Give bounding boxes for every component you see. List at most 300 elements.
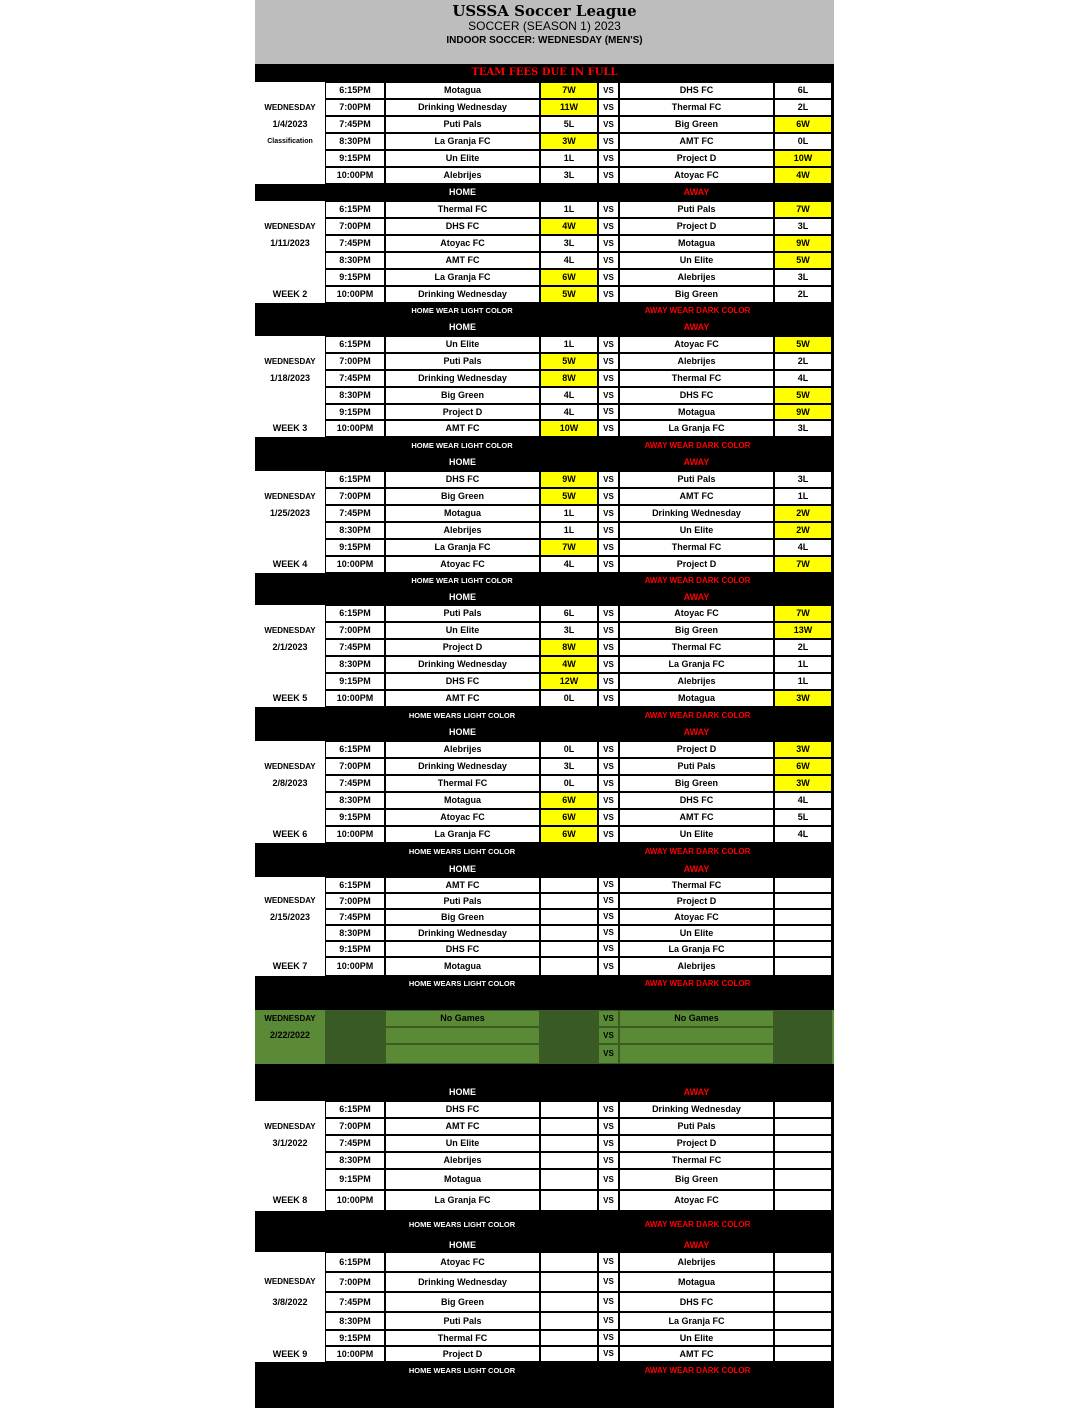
away-score: 5L <box>774 809 832 826</box>
game-row <box>255 673 834 690</box>
away-score: 2L <box>774 639 832 656</box>
away-team: Alebrijes <box>619 353 774 370</box>
week-day: WEDNESDAY <box>264 1277 316 1286</box>
home-score <box>540 877 598 893</box>
home-team: Alebrijes <box>385 522 540 539</box>
game-time: 6:15PM <box>325 741 385 758</box>
home-away-header <box>255 1084 834 1101</box>
home-team: Big Green <box>385 387 540 404</box>
away-score: 0L <box>774 133 832 150</box>
home-team: Puti Pals <box>385 353 540 370</box>
vs-label: VS <box>598 218 619 235</box>
week-date: 1/25/2023 <box>269 508 311 518</box>
home-no-games: No Games <box>385 1010 540 1027</box>
game-row <box>255 893 834 909</box>
home-no-games <box>385 1027 540 1044</box>
away-uniform-note: AWAY WEAR DARK COLOR <box>644 1220 751 1229</box>
home-score: 4W <box>540 656 598 673</box>
game-row <box>255 488 834 505</box>
home-uniform-note: HOME WEAR LIGHT COLOR <box>411 306 513 315</box>
away-team: Big Green <box>619 622 774 639</box>
home-team: Un Elite <box>385 150 540 167</box>
game-row <box>255 1169 834 1190</box>
vs-label: VS <box>598 656 619 673</box>
away-team: Atoyac FC <box>619 1190 774 1211</box>
away-column-heading: AWAY <box>683 322 710 332</box>
game-time: 6:15PM <box>325 471 385 488</box>
home-team: La Granja FC <box>385 133 540 150</box>
week-label: WEEK 6 <box>272 829 308 839</box>
week-label: WEEK 4 <box>272 559 308 569</box>
home-score: 7W <box>540 82 598 99</box>
home-uniform-note: HOME WEAR LIGHT COLOR <box>411 576 513 585</box>
game-row <box>255 218 834 235</box>
game-time: 7:00PM <box>325 1272 385 1292</box>
home-score: 10W <box>540 420 598 437</box>
home-uniform-note: HOME WEARS LIGHT COLOR <box>408 847 516 856</box>
home-column-heading: HOME <box>449 727 476 737</box>
home-score: 4W <box>540 218 598 235</box>
away-score <box>774 1292 832 1312</box>
vs-label: VS <box>598 336 619 353</box>
game-time: 7:45PM <box>325 1292 385 1312</box>
game-time: 6:15PM <box>325 1252 385 1272</box>
vs-label: VS <box>598 201 619 218</box>
game-time: 7:45PM <box>325 1135 385 1152</box>
vs-label: VS <box>598 82 619 99</box>
home-score: 3L <box>540 622 598 639</box>
home-score <box>540 941 598 957</box>
game-time: 7:45PM <box>325 775 385 792</box>
game-time: 7:45PM <box>325 909 385 925</box>
game-row <box>255 201 834 218</box>
game-time: 7:00PM <box>325 99 385 116</box>
game-row <box>255 775 834 792</box>
week-label: WEEK 9 <box>272 1349 308 1359</box>
away-team: Motagua <box>619 404 774 420</box>
home-score <box>540 1292 598 1312</box>
home-team: Drinking Wednesday <box>385 370 540 387</box>
home-team: Alebrijes <box>385 167 540 184</box>
away-column-heading: AWAY <box>683 727 710 737</box>
vs-label: VS <box>598 556 619 573</box>
vs-label: VS <box>598 286 619 303</box>
game-row <box>255 387 834 404</box>
game-row <box>255 505 834 522</box>
spacer <box>255 992 834 1010</box>
break-row <box>255 1027 834 1044</box>
game-row <box>255 1292 834 1312</box>
game-time: 10:00PM <box>325 826 385 843</box>
game-row <box>255 82 834 99</box>
game-row <box>255 471 834 488</box>
game-row <box>255 809 834 826</box>
away-score: 10W <box>774 150 832 167</box>
week-date: 3/8/2022 <box>272 1297 308 1307</box>
away-score <box>774 1312 832 1330</box>
vs-label: VS <box>598 370 619 387</box>
away-score: 2L <box>774 99 832 116</box>
vs-label: VS <box>598 269 619 286</box>
game-row <box>255 286 834 303</box>
break-row <box>255 1044 834 1064</box>
home-column-heading: HOME <box>449 864 476 874</box>
game-time: 6:15PM <box>325 201 385 218</box>
week-day: WEDNESDAY <box>264 1122 316 1131</box>
away-team: La Granja FC <box>619 656 774 673</box>
game-time: 7:00PM <box>325 1118 385 1135</box>
home-score: 7W <box>540 539 598 556</box>
away-team: Big Green <box>619 116 774 133</box>
home-score <box>540 909 598 925</box>
away-team: Motagua <box>619 690 774 707</box>
away-score <box>774 1272 832 1292</box>
game-row <box>255 1272 834 1292</box>
game-row <box>255 622 834 639</box>
away-score: 7W <box>774 605 832 622</box>
schedule-header <box>255 0 834 64</box>
game-row <box>255 1312 834 1330</box>
away-column-heading: AWAY <box>683 1240 710 1250</box>
away-column-heading: AWAY <box>683 592 710 602</box>
away-score <box>774 893 832 909</box>
game-row <box>255 99 834 116</box>
week-day: WEDNESDAY <box>264 357 316 366</box>
game-time: 8:30PM <box>325 1152 385 1169</box>
week-label: Classification <box>267 138 313 145</box>
uniform-color-note <box>255 303 834 319</box>
game-time: 6:15PM <box>325 336 385 353</box>
home-team: Thermal FC <box>385 775 540 792</box>
vs-label: VS <box>598 1272 619 1292</box>
home-team: Drinking Wednesday <box>385 758 540 775</box>
away-score: 3W <box>774 690 832 707</box>
break-date: 2/22/2022 <box>269 1030 311 1040</box>
away-team: Atoyac FC <box>619 605 774 622</box>
vs-label: VS <box>598 387 619 404</box>
vs-label: VS <box>598 522 619 539</box>
week-label: WEEK 5 <box>272 693 308 703</box>
away-score: 6W <box>774 758 832 775</box>
away-score: 1L <box>774 673 832 690</box>
away-score: 1L <box>774 656 832 673</box>
game-time: 8:30PM <box>325 252 385 269</box>
game-time: 9:15PM <box>325 269 385 286</box>
away-score <box>774 1190 832 1211</box>
vs-label: VS <box>598 1027 619 1044</box>
vs-label: VS <box>598 488 619 505</box>
away-score: 13W <box>774 622 832 639</box>
away-uniform-note: AWAY WEAR DARK COLOR <box>644 576 751 585</box>
empty-time <box>325 1010 385 1027</box>
home-score: 12W <box>540 673 598 690</box>
away-score: 6W <box>774 116 832 133</box>
away-team: Un Elite <box>619 252 774 269</box>
home-uniform-note: HOME WEAR LIGHT COLOR <box>411 441 513 450</box>
away-team: Thermal FC <box>619 639 774 656</box>
home-team: Big Green <box>385 1292 540 1312</box>
away-team: Project D <box>619 893 774 909</box>
home-team: DHS FC <box>385 1101 540 1118</box>
home-score <box>540 1169 598 1190</box>
away-team: Project D <box>619 218 774 235</box>
home-away-header <box>255 861 834 877</box>
week-label: WEEK 3 <box>272 423 308 433</box>
home-team: Thermal FC <box>385 201 540 218</box>
home-team: Atoyac FC <box>385 235 540 252</box>
home-score: 1L <box>540 505 598 522</box>
home-score: 1L <box>540 336 598 353</box>
away-no-games <box>619 1044 774 1064</box>
home-score: 5W <box>540 286 598 303</box>
week-label: WEEK 7 <box>272 961 308 971</box>
away-uniform-note: AWAY WEAR DARK COLOR <box>644 441 751 450</box>
home-score: 6L <box>540 605 598 622</box>
away-team: DHS FC <box>619 82 774 99</box>
away-score <box>774 877 832 893</box>
away-team: Big Green <box>619 286 774 303</box>
uniform-color-note <box>255 573 834 589</box>
empty-time <box>325 1044 385 1064</box>
vs-label: VS <box>598 690 619 707</box>
vs-label: VS <box>598 167 619 184</box>
game-time: 10:00PM <box>325 420 385 437</box>
home-away-header <box>255 724 834 741</box>
home-team: Drinking Wednesday <box>385 656 540 673</box>
empty-score <box>774 1010 832 1027</box>
game-time: 7:00PM <box>325 622 385 639</box>
uniform-color-note <box>255 1362 834 1380</box>
away-team: Un Elite <box>619 826 774 843</box>
empty-score <box>540 1027 598 1044</box>
home-team: Un Elite <box>385 1135 540 1152</box>
vs-label: VS <box>598 1190 619 1211</box>
away-team: AMT FC <box>619 133 774 150</box>
game-row <box>255 1152 834 1169</box>
away-team: Puti Pals <box>619 1118 774 1135</box>
vs-label: VS <box>598 539 619 556</box>
empty-time <box>325 1027 385 1044</box>
game-row <box>255 252 834 269</box>
game-row <box>255 370 834 387</box>
game-row <box>255 941 834 957</box>
away-team: Thermal FC <box>619 99 774 116</box>
away-score: 3L <box>774 269 832 286</box>
break-day: WEDNESDAY <box>264 1014 316 1023</box>
vs-label: VS <box>598 1292 619 1312</box>
home-score: 0L <box>540 775 598 792</box>
week-day: WEDNESDAY <box>264 762 316 771</box>
home-team: Puti Pals <box>385 116 540 133</box>
home-team: DHS FC <box>385 941 540 957</box>
week-day: WEDNESDAY <box>264 222 316 231</box>
home-team: DHS FC <box>385 673 540 690</box>
vs-label: VS <box>598 1152 619 1169</box>
vs-label: VS <box>598 235 619 252</box>
away-score <box>774 1330 832 1346</box>
away-uniform-note: AWAY WEAR DARK COLOR <box>644 847 751 856</box>
vs-label: VS <box>598 1312 619 1330</box>
away-score: 3W <box>774 741 832 758</box>
home-score: 1L <box>540 150 598 167</box>
home-team: Drinking Wednesday <box>385 286 540 303</box>
game-row <box>255 353 834 370</box>
game-row <box>255 150 834 167</box>
away-score: 2L <box>774 353 832 370</box>
home-score: 5W <box>540 353 598 370</box>
week-date: 2/8/2023 <box>272 778 308 788</box>
home-score: 0L <box>540 690 598 707</box>
game-time: 7:45PM <box>325 370 385 387</box>
away-score: 5W <box>774 387 832 404</box>
game-row <box>255 1346 834 1362</box>
home-score: 11W <box>540 99 598 116</box>
season-subtitle: SOCCER (SEASON 1) 2023 <box>468 19 621 33</box>
vs-label: VS <box>598 893 619 909</box>
home-team: Alebrijes <box>385 741 540 758</box>
home-team: DHS FC <box>385 471 540 488</box>
away-score: 3W <box>774 775 832 792</box>
vs-label: VS <box>598 1118 619 1135</box>
away-score <box>774 957 832 976</box>
home-score <box>540 1330 598 1346</box>
away-score: 3L <box>774 420 832 437</box>
home-team: Drinking Wednesday <box>385 1272 540 1292</box>
game-row <box>255 420 834 437</box>
home-team: La Granja FC <box>385 826 540 843</box>
game-time: 8:30PM <box>325 792 385 809</box>
home-score: 4L <box>540 387 598 404</box>
away-score: 5W <box>774 252 832 269</box>
vs-label: VS <box>598 941 619 957</box>
game-time: 9:15PM <box>325 150 385 167</box>
game-time: 9:15PM <box>325 1169 385 1190</box>
away-uniform-note: AWAY WEAR DARK COLOR <box>644 711 751 720</box>
uniform-color-note <box>255 843 834 861</box>
uniform-color-note <box>255 707 834 724</box>
uniform-color-note <box>255 1211 834 1239</box>
away-team: DHS FC <box>619 387 774 404</box>
away-score <box>774 925 832 941</box>
away-score: 9W <box>774 235 832 252</box>
away-team: Atoyac FC <box>619 909 774 925</box>
away-score <box>774 1135 832 1152</box>
vs-label: VS <box>598 133 619 150</box>
vs-label: VS <box>598 116 619 133</box>
vs-label: VS <box>598 99 619 116</box>
home-no-games <box>385 1044 540 1064</box>
away-team: DHS FC <box>619 1292 774 1312</box>
home-score: 0L <box>540 741 598 758</box>
away-score: 4L <box>774 826 832 843</box>
away-score: 4L <box>774 539 832 556</box>
game-row <box>255 269 834 286</box>
game-row <box>255 877 834 893</box>
away-team: Puti Pals <box>619 471 774 488</box>
home-score <box>540 893 598 909</box>
away-score <box>774 1252 832 1272</box>
away-no-games <box>619 1027 774 1044</box>
game-row <box>255 1118 834 1135</box>
home-column-heading: HOME <box>449 1087 476 1097</box>
vs-label: VS <box>598 925 619 941</box>
home-score <box>540 957 598 976</box>
home-team: Project D <box>385 639 540 656</box>
week-date: 1/4/2023 <box>272 119 308 129</box>
away-column-heading: AWAY <box>683 187 710 197</box>
game-row <box>255 639 834 656</box>
vs-label: VS <box>598 639 619 656</box>
home-team: AMT FC <box>385 690 540 707</box>
vs-label: VS <box>598 353 619 370</box>
home-score: 6W <box>540 269 598 286</box>
game-row <box>255 522 834 539</box>
home-score: 6W <box>540 826 598 843</box>
home-team: Project D <box>385 1346 540 1362</box>
home-team: Alebrijes <box>385 1152 540 1169</box>
home-team: Motagua <box>385 505 540 522</box>
vs-label: VS <box>598 909 619 925</box>
home-team: AMT FC <box>385 420 540 437</box>
home-score <box>540 1312 598 1330</box>
game-row <box>255 792 834 809</box>
empty-score <box>540 1044 598 1064</box>
empty-score <box>774 1027 832 1044</box>
vs-label: VS <box>598 1252 619 1272</box>
game-row <box>255 605 834 622</box>
home-score: 3L <box>540 167 598 184</box>
home-score: 1L <box>540 201 598 218</box>
away-team: Alebrijes <box>619 269 774 286</box>
home-column-heading: HOME <box>449 187 476 197</box>
home-team: AMT FC <box>385 877 540 893</box>
away-team: Alebrijes <box>619 1252 774 1272</box>
game-time: 8:30PM <box>325 656 385 673</box>
home-away-header <box>255 589 834 605</box>
week-date: 3/1/2022 <box>272 1138 308 1148</box>
empty-score <box>540 1010 598 1027</box>
away-team: Project D <box>619 150 774 167</box>
home-team: Motagua <box>385 82 540 99</box>
uniform-color-note <box>255 437 834 454</box>
home-score <box>540 1252 598 1272</box>
home-score <box>540 925 598 941</box>
vs-label: VS <box>598 1101 619 1118</box>
game-time: 7:00PM <box>325 893 385 909</box>
away-team: Un Elite <box>619 522 774 539</box>
game-time: 7:00PM <box>325 758 385 775</box>
home-team: Motagua <box>385 957 540 976</box>
away-team: Thermal FC <box>619 370 774 387</box>
away-score: 7W <box>774 556 832 573</box>
schedule-sheet <box>255 0 834 1408</box>
home-team: Puti Pals <box>385 893 540 909</box>
home-team: Atoyac FC <box>385 556 540 573</box>
week-day: WEDNESDAY <box>264 103 316 112</box>
away-team: Motagua <box>619 1272 774 1292</box>
game-time: 8:30PM <box>325 925 385 941</box>
break-week-block <box>255 1010 834 1064</box>
away-team: Alebrijes <box>619 957 774 976</box>
away-team: Drinking Wednesday <box>619 1101 774 1118</box>
away-score <box>774 1152 832 1169</box>
vs-label: VS <box>598 775 619 792</box>
away-score: 2W <box>774 505 832 522</box>
away-column-heading: AWAY <box>683 864 710 874</box>
week-date: 1/11/2023 <box>270 238 310 248</box>
home-team: DHS FC <box>385 218 540 235</box>
game-time: 9:15PM <box>325 809 385 826</box>
